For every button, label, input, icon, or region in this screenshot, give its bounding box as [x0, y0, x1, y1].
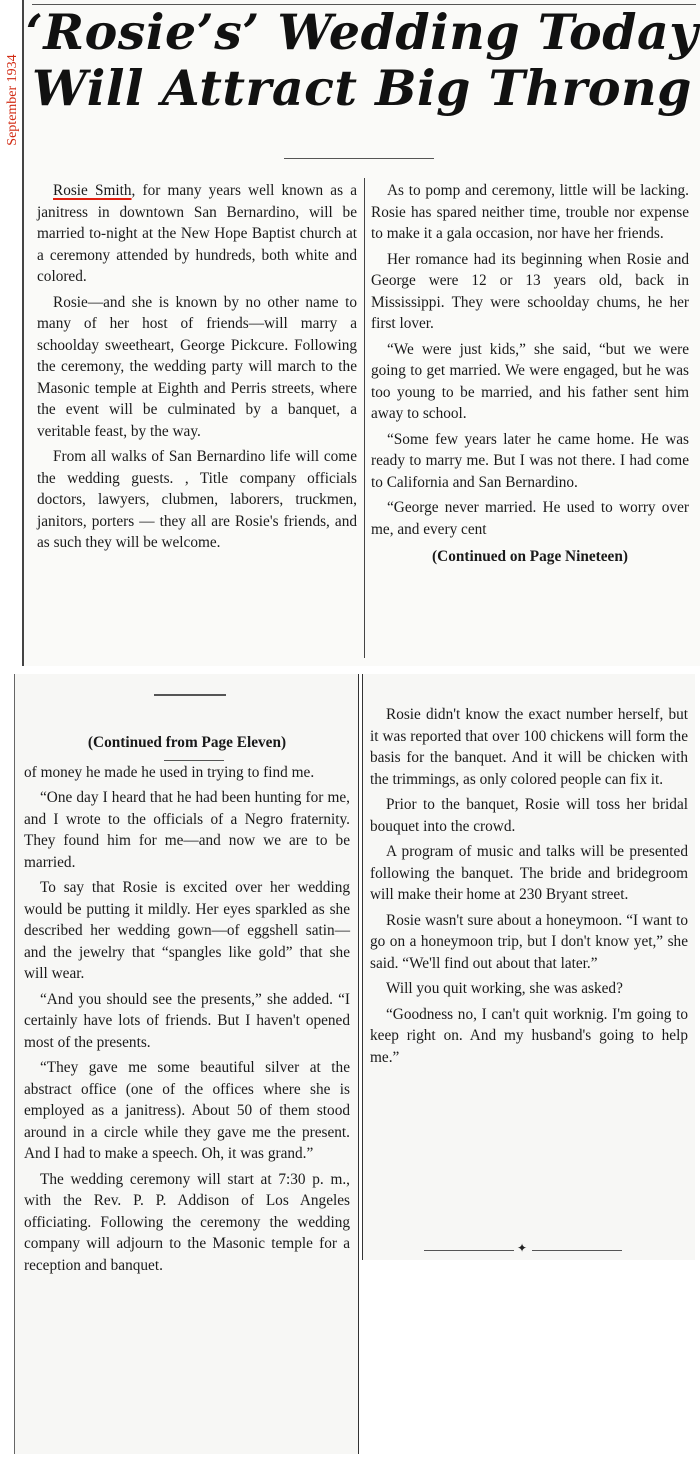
- continued-on-note: (Continued on Page Nineteen): [432, 548, 628, 565]
- end-ornament-icon: ✦: [516, 1241, 528, 1255]
- paragraph: Rosie—and she is known by no other name to many of her host of friends—will marry a schoolday sweetheart, George Pickcure. Following the ceremony, the wedding party will march to the Masonic temple at Eighth and Perris streets, where the event will be culminated by a banquet, a veritable feast, by the way.: [37, 293, 357, 440]
- headline-divider: [284, 158, 434, 159]
- lead-paragraph: [37, 180, 357, 288]
- paragraph: “Some few years later he came home. He was ready to marry me. But I was not there. I had come to California and San Bernardino.: [371, 430, 689, 491]
- article-column-left: [37, 180, 357, 558]
- paragraph: Her romance had its beginning when Rosie and George were 12 or 13 years old, back in Mississippi. They were schoolday chums, he her first lover.: [371, 250, 689, 332]
- end-rule-left: [424, 1250, 514, 1251]
- continued-rule-top: [154, 694, 226, 696]
- paragraph: A program of music and talks will be presented following the banquet. The bride and bridegroom will make their home at 230 Bryant street.: [370, 843, 688, 903]
- paragraph: “They gave me some beautiful silver at the abstract office (one of the offices where she is employed as a janitress). About 50 of them stood around in a circle while they gave me the present. And I had to make a speech. Oh, it was grand.”: [24, 1059, 350, 1162]
- paragraph: “George never married. He used to worry over me, and every cent: [371, 499, 689, 538]
- paragraph: Will you quit working, she was asked?: [386, 980, 623, 997]
- paragraph: “One day I heard that he had been hunting for me, and I wrote to the officials of a Negro fraternity. They found him for me—and now we are to be married.: [24, 789, 350, 871]
- headline: [24, 4, 700, 116]
- headline-line-2: Will Attract Big Throng: [32, 59, 692, 117]
- paragraph: The wedding ceremony will start at 7:30 p. m., with the Rev. P. P. Addison of Los Angeles officiating. Following the ceremony the wedding company will adjourn to the Masonic temple for a reception and banquet.: [24, 1170, 350, 1274]
- continued-rule-bottom: [164, 760, 224, 761]
- paragraph: From all walks of San Bernardino life will come the wedding guests. , Title company officials doctors, lawyers, clubmen, laborers, truckmen, janitors, porters — they all are Rosie's friends, and as such they will be welcome.: [37, 448, 357, 551]
- paragraph: As to pomp and ceremony, little will be lacking. Rosie has spared neither time, trouble nor expense to make it a gala occasion, nor have her friends.: [371, 182, 689, 242]
- column-divider: [364, 178, 365, 658]
- lead-text: , for many years well known as a janitress in downtown San Bernardino, will be married to-night at the New Hope Baptist church at a ceremony attended by hundreds, both white and colored.: [37, 182, 357, 285]
- paragraph: “We were just kids,” she said, “but we were going to get married. We were engaged, but he was too young to be married, and his father sent him away to school.: [371, 340, 689, 422]
- newspaper-clipping-front-page: [22, 0, 700, 666]
- date-annotation-text: September 1934: [5, 54, 20, 146]
- paragraph: “And you should see the presents,” she added. “I certainly have lots of friends. But I haven't opened most of the presents.: [24, 990, 350, 1051]
- continuation-column-left: [24, 732, 350, 1280]
- paragraph: To say that Rosie is excited over her wedding would be putting it mildly. Her eyes sparkled as she described her wedding gown—of eggshell satin—and the jewelry that “spangles like gold” that she will wear.: [24, 879, 350, 982]
- paragraph: of money he made he used in trying to find me.: [24, 763, 315, 781]
- newspaper-clipping-continuation: [14, 674, 698, 1464]
- paragraph: “Goodness no, I can't quit worknig. I'm going to keep right on. And my husband's going to help me.”: [370, 1005, 688, 1066]
- subject-name: Rosie Smith: [53, 182, 132, 199]
- continued-from-note: (Continued from Page Eleven): [87, 734, 287, 751]
- paragraph: Prior to the banquet, Rosie will toss her bridal bouquet into the crowd.: [370, 796, 688, 835]
- paragraph: Rosie wasn't sure about a honeymoon. “I want to go on a honeymoon trip, but I don't know yet,” she said. “We'll find out about that later.”: [370, 911, 688, 972]
- headline-line-1: ‘Rosie’s’ Wedding Today: [25, 3, 699, 61]
- paragraph: Rosie didn't know the exact number herself, but it was reported that over 100 chickens will form the basis for the banquet. And it will be chicken with the trimmings, as only colored people can fix it.: [370, 706, 688, 788]
- end-rule-right: [532, 1250, 622, 1251]
- continuation-column-right: [370, 704, 688, 1072]
- article-column-right: [371, 180, 689, 572]
